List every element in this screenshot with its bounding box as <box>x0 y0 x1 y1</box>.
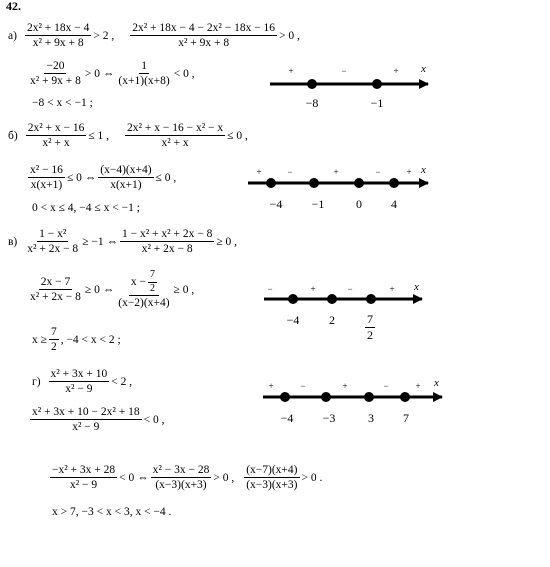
fraction-numerator: (x−7)(x+4) <box>244 464 299 478</box>
fraction-denominator: 2 <box>149 282 155 294</box>
sign-a-2: − <box>341 66 347 76</box>
fraction-denominator: x² + 2x − 8 <box>27 243 79 256</box>
fraction-denominator: x² + x <box>42 137 70 150</box>
relation: ≤ 0 ⇔ <box>66 171 97 184</box>
fraction-numerator: 7 <box>148 270 157 283</box>
label-a-minus1: −1 <box>370 96 384 110</box>
answer-text: , −4 < x < 2 ; <box>60 333 121 346</box>
fraction-numerator: 7 <box>49 326 59 340</box>
fraction-denominator: x² + 9x + 8 <box>30 75 81 88</box>
relation: < 0 ⇔ <box>119 471 149 484</box>
axis-b-var: x <box>421 164 426 176</box>
fraction-denominator: x(x+1) <box>30 179 63 192</box>
relation: ≤ 0 , <box>227 129 248 142</box>
sign-g-3: + <box>342 381 348 391</box>
fraction-numerator: 2x² + 18x − 4 − 2x² − 18x − 16 <box>130 22 277 36</box>
fraction-numerator: 1 − x² <box>37 228 68 242</box>
fraction-numerator: (x−4)(x+4) <box>98 164 153 178</box>
fraction-numerator: 2x² + 18x − 4 <box>25 22 91 36</box>
point-g-minus3 <box>321 392 331 402</box>
part-a-answer: −8 < x < −1 ; <box>32 97 93 109</box>
fraction-numerator: 2x² + x − 16 <box>26 122 87 136</box>
point-b-minus4 <box>266 178 276 188</box>
point-v-7half <box>366 294 376 304</box>
axis-a-var: x <box>421 63 426 75</box>
relation: ≥ 0 , <box>173 283 195 296</box>
relation: < 0 , <box>173 67 195 80</box>
fraction-denominator: x² + 9x + 8 <box>178 37 230 50</box>
label-a-minus8: −8 <box>305 96 319 110</box>
sign-b-2: − <box>287 167 293 177</box>
point-v-minus4 <box>288 294 298 304</box>
fraction-numerator: 1 − x² + x² + 2x − 8 <box>120 228 214 242</box>
fraction-numerator: x² + 3x + 10 − 2x² + 18 <box>30 406 142 420</box>
sign-a-1: + <box>288 66 294 76</box>
relation: < 2 , <box>111 375 133 388</box>
label-b-minus1: −1 <box>311 197 325 211</box>
point-b-minus1 <box>309 178 319 188</box>
label-g-minus3: −3 <box>322 411 336 425</box>
sign-g-4: − <box>383 381 389 391</box>
problem-number: 42. <box>6 0 21 13</box>
point-g-minus4 <box>280 392 290 402</box>
fraction-numerator: −20 <box>44 60 66 74</box>
label-v-minus4: −4 <box>286 313 300 327</box>
sign-g-2: − <box>300 381 306 391</box>
point-v-2 <box>327 294 337 304</box>
axis-g-var: x <box>434 377 439 389</box>
sign-b-1: + <box>256 167 262 177</box>
part-g-answer: x > 7, −3 < x < 3, x < −4 . <box>52 506 172 518</box>
axis-v-var: x <box>414 281 419 293</box>
fraction-denominator: 2 <box>367 327 373 342</box>
sign-a-3: + <box>393 66 399 76</box>
label-g-3: 3 <box>368 411 374 425</box>
fraction-denominator: x² + 2x − 8 <box>141 243 193 256</box>
sign-v-4: + <box>389 284 395 294</box>
fraction-numerator: 2x² + x − 16 − x² − x <box>125 122 225 136</box>
fraction-numerator: x² + 3x + 10 <box>49 368 110 382</box>
sign-b-3: + <box>333 167 339 177</box>
part-b-label: б) <box>8 129 18 142</box>
sign-b-5: + <box>406 167 412 177</box>
label-v-7half <box>365 313 375 341</box>
fraction-denominator: x² − 9 <box>65 383 93 396</box>
fraction-denominator: 2 <box>50 341 57 354</box>
relation: > 2 , <box>93 29 115 42</box>
fraction-numerator: x² − 16 <box>28 164 65 178</box>
relation: ≥ 0 ⇔ <box>84 283 115 296</box>
sign-v-3: − <box>347 284 353 294</box>
sign-b-4: − <box>375 167 381 177</box>
answer-text: x ≥ <box>32 333 47 346</box>
relation: ≥ 0 , <box>216 235 238 248</box>
fraction-denominator: x² − 9 <box>72 421 100 434</box>
relation: > 0 ⇔ <box>84 67 115 80</box>
point-a-minus1 <box>372 79 382 89</box>
relation: > 0 , <box>279 29 300 42</box>
sign-g-1: + <box>268 381 274 391</box>
fraction-denominator: (x−3)(x+3) <box>246 479 298 492</box>
fraction-numerator: −x² + 3x + 28 <box>50 464 117 478</box>
relation: ≤ 0 , <box>155 171 177 184</box>
relation: > 0 . <box>301 471 323 484</box>
relation: ≤ 1 , <box>88 129 110 142</box>
fraction-denominator: x(x+1) <box>110 179 142 192</box>
fraction-numerator: 1 <box>139 60 149 74</box>
label-b-minus4: −4 <box>269 197 283 211</box>
point-b-0 <box>354 178 364 188</box>
fraction-denominator: x² + 2x − 8 <box>30 291 81 304</box>
relation: ≥ −1 ⇔ <box>82 235 118 248</box>
fraction-numerator: 7 <box>367 312 373 326</box>
part-v-label: в) <box>8 235 18 248</box>
point-g-7 <box>400 392 410 402</box>
sign-v-1: − <box>267 284 273 294</box>
point-g-3 <box>364 392 374 402</box>
sign-g-5: + <box>415 381 421 391</box>
fraction-denominator: (x−2)(x+4) <box>118 297 170 309</box>
part-g-label: г) <box>32 375 41 388</box>
fraction-denominator: (x−3)(x+3) <box>155 479 207 492</box>
label-g-7: 7 <box>403 411 409 425</box>
relation: < 0 , <box>143 413 165 426</box>
point-b-4 <box>389 178 399 188</box>
fraction-numerator: 2x − 7 <box>39 276 73 290</box>
part-a-label: а) <box>8 29 17 42</box>
point-a-minus8 <box>307 79 317 89</box>
fraction-denominator: x² + 9x + 8 <box>32 37 84 50</box>
numerator-text: x − <box>130 275 146 288</box>
label-g-minus4: −4 <box>280 411 294 425</box>
sign-v-2: + <box>310 284 316 294</box>
label-b-4: 4 <box>391 197 397 211</box>
part-b-answer: 0 < x ≤ 4, −4 ≤ x < −1 ; <box>32 202 140 214</box>
relation: > 0 , <box>213 471 235 484</box>
fraction-denominator: x² − 9 <box>69 479 98 492</box>
fraction-numerator: x² − 3x − 28 <box>151 464 212 478</box>
fraction-denominator: x² + x <box>161 137 189 150</box>
label-v-2: 2 <box>329 313 335 327</box>
label-b-0: 0 <box>356 197 362 211</box>
fraction-denominator: (x+1)(x+8) <box>118 75 170 88</box>
